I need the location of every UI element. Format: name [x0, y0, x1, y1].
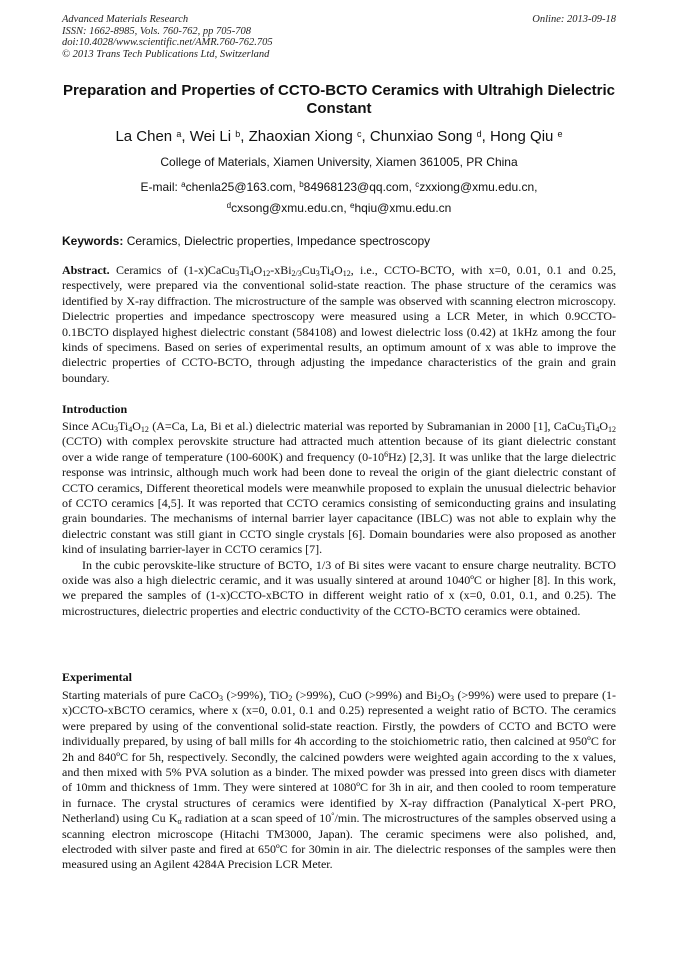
keywords [62, 234, 616, 249]
journal-name: Advanced Materials Research [62, 14, 189, 25]
email-label: E-mail: [140, 180, 182, 194]
experimental-heading: Experimental [62, 670, 132, 684]
email-link[interactable]: hqiu@xmu.edu.cn [354, 201, 452, 215]
email-link[interactable]: chenla25@163.com, [185, 180, 300, 194]
affiliation: College of Materials, Xiamen University, Xiamen 361005, PR China [160, 155, 518, 169]
doi-line: doi:10.4028/www.scientific.net/AMR.760-762.705 [62, 37, 273, 49]
email-link[interactable]: cxsong@xmu.edu.cn, [231, 201, 350, 215]
email-mark: d [226, 201, 232, 210]
keywords-text: Ceramics, Dielectric properties, Impedance spectroscopy [123, 234, 431, 248]
abstract-label: Abstract. [62, 263, 110, 277]
author-mark: c [357, 129, 362, 139]
author-name: Hong Qiu [490, 128, 554, 145]
paragraph: Starting materials of pure CaCO$_3$ (>99%), TiO$_2$ (>99%), CuO (>99%) and $Bi_2O_3$ (>99%) were used to prepare (1-x)CCTO-xBCTO ceramics, where x (x=0, 0.01, 0.1 and 0.25) represented a weight ratio of BCTO. The ceramics were prepared by using of the conventional solid-state reaction. Firstly, the powders of CCTO and BCTO were individually prepared, by using of ball mills for 4h according to the stoichiometric ratio, then calcined at 950ºC for 2h and 840ºC for 5h, respectively. Secondly, the calcined powders were weighted again according to the x values, and then mixed with 5% PVA solution as a binder. The mixed powder was pressed into green discs with diameter of 10mm and thickness of 1mm. They were sintered at 1080ºC for 3h in air, and then cooled to room temperature in furnace. The crystal structures of ceramics were identified by X-ray diffraction (Panalytical X-pert PRO, Netherland) using Cu $K_\alpha$ radiation at a scan speed of 10°/min. The microstructures of the samples observed using a scanning electron microscope (Hitachi TM3000, Japan). The ceramic specimens were also polished, and, electroded with silver paste and fired at 650ºC for 30min in air. The dielectric responses of the samples were then measured using an Agilent 4284A Precision LCR Meter. [62, 688, 617, 872]
author-name: La Chen [115, 128, 173, 145]
email-link[interactable]: zxxiong@xmu.edu.cn, [419, 180, 538, 194]
email-mark: b [299, 180, 304, 189]
paragraph: Since $ACu_3Ti_4O_{12}$ (A=Ca, La, Bi et al.) dielectric material was reported by Subramanian in 2000 [1], $CaCu_3Ti_4O_{12}$ (CCTO) with complex perovskite structure had attracted much attention because of its giant dielectric constant over a wide range of temperature (100-600K) and frequency $(0-10^6Hz)$ [2,3]. It was unlike that the large dielectric response was intrinsic, although much work had been done to reveal the origin of the giant dielectric constant of CCTO ceramics, Different theoretical models were meanwhile proposed to explain the unusual dielectric behavior of CCTO ceramics [4,5]. It was reported that CCTO ceramics consisting of semiconducting grains and insulating grain boundaries. The mechanisms of internal barrier layer capacitance (IBLC) was not able to explain why the dielectric constant was still giant in CCTO single crystals [6]. Domain boundaries were also proposed as another kind of insulating barrier-layer in CCTO ceramics [7]. [62, 419, 617, 557]
email-mark: c [415, 180, 420, 189]
email-mark: a [181, 180, 186, 189]
paper-title: Preparation and Properties of CCTO-BCTO Ceramics with Ultrahigh Dielectric Constant [62, 82, 616, 117]
copyright-line: © 2013 Trans Tech Publications Ltd, Switzerland [62, 48, 270, 60]
author-list: La Chen $^a$, Wei Li $^b$, Zhaoxian Xiong $^c$, Chunxiao Song $^d$, Hong Qiu $^e$ [115, 128, 563, 145]
author-mark: b [235, 129, 241, 139]
experimental-body [62, 688, 616, 873]
paragraph: In the cubic perovskite-like structure of BCTO, 1/3 of Bi sites were vacant to ensure charge neutrality. BCTO oxide was also a high dielectric ceramic, and it was usually sintered at around 1040ºC or higher [8]. In this work, we prepared the samples of (1-x)CCTO-xBCTO in different weight ratio of x (x=0, 0.01, 0.1, and 0.25). The microstructures, dielectric properties and electric conductivity of the CCTO-BCTO ceramics were obtained. [62, 557, 616, 618]
email-block [62, 177, 616, 219]
author-name: Zhaoxian Xiong [248, 128, 353, 145]
journal-header [62, 14, 616, 60]
email-mark: e [350, 201, 355, 210]
online-date: Online: 2013-09-18 [532, 14, 616, 25]
introduction-body [62, 419, 616, 619]
abstract: Abstract. Ceramics of $(1-x)CaCu_3Ti_4O_{12}-xBi_{2/3}Cu_3Ti_4O_{12}$, i.e., CCTO-BCTO, with x=0, 0.01, 0.1 and 0.25, respectively, were prepared via the conventional solid-state reaction. The phase structure of the ceramics was identified by X-ray diffraction. The microstructure of the sample was observed with scanning electron microscopy. Dielectric properties and impedance spectroscopy were measured using a LCR Meter, in which 0.9CCTO-0.1BCTO displayed highest dielectric constant (584108) and lowest dielectric loss (0.42) at 1kHz among the four kinds of specimens. Based on series of experimental results, an optimum amount of x was able to improve the dielectric properties of CCTO-BCTO, through adjusting the impedance characteristics of the grain and grain boundary. [62, 263, 616, 385]
author-name: Chunxiao Song [369, 128, 473, 145]
email-link[interactable]: 84968123@qq.com, [303, 180, 416, 194]
introduction-heading: Introduction [62, 402, 128, 416]
author-mark: d [476, 129, 482, 139]
author-mark: a [176, 129, 182, 139]
author-mark: e [557, 129, 563, 139]
keywords-label: Keywords: [62, 234, 124, 248]
author-name: Wei Li [189, 128, 232, 145]
issn-line: ISSN: 1662-8985, Vols. 760-762, pp 705-708 [62, 25, 251, 37]
